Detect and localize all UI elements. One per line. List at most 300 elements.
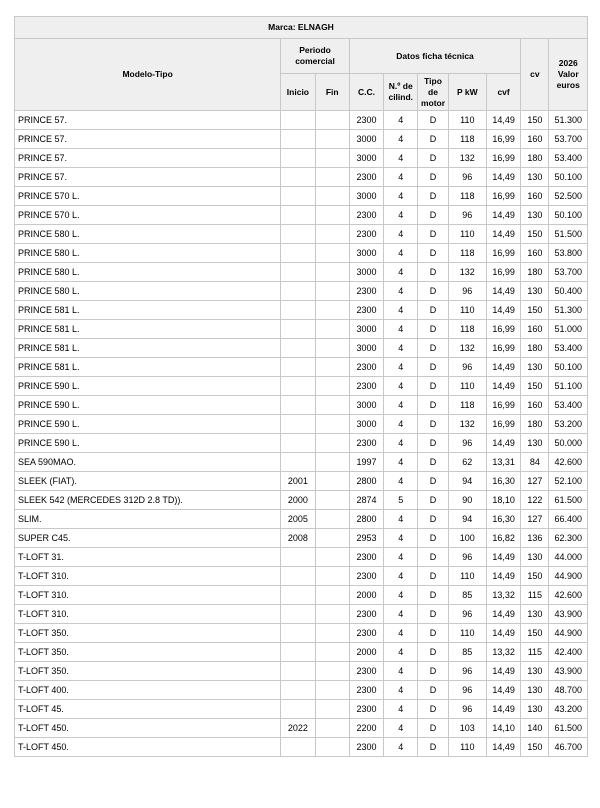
cell-inicio	[281, 662, 315, 681]
cell-valor: 53.400	[549, 339, 588, 358]
cell-cv: 130	[521, 168, 549, 187]
cell-cilind: 4	[384, 681, 418, 700]
cell-motor: D	[418, 643, 448, 662]
cell-valor: 44.000	[549, 548, 588, 567]
cell-fin	[315, 586, 349, 605]
cell-fin	[315, 738, 349, 757]
cell-cv: 84	[521, 453, 549, 472]
cell-cc: 2300	[349, 206, 383, 225]
col-header-datos: Datos ficha técnica	[349, 39, 520, 74]
cell-valor: 50.100	[549, 206, 588, 225]
cell-valor: 48.700	[549, 681, 588, 700]
table-row	[15, 168, 588, 187]
cell-pkw: 94	[448, 510, 486, 529]
table-row	[15, 624, 588, 643]
cell-cv: 130	[521, 548, 549, 567]
cell-cilind: 4	[384, 586, 418, 605]
cell-valor: 53.800	[549, 244, 588, 263]
cell-cc: 2000	[349, 643, 383, 662]
cell-inicio	[281, 263, 315, 282]
cell-motor: D	[418, 434, 448, 453]
cell-cc: 3000	[349, 130, 383, 149]
cell-cc: 2300	[349, 662, 383, 681]
cell-pkw: 85	[448, 643, 486, 662]
cell-pkw: 96	[448, 168, 486, 187]
cell-cc: 2300	[349, 700, 383, 719]
cell-inicio	[281, 149, 315, 168]
cell-fin	[315, 301, 349, 320]
group-header-row	[15, 39, 588, 74]
cell-inicio: 2000	[281, 491, 315, 510]
cell-cilind: 4	[384, 567, 418, 586]
cell-valor: 43.200	[549, 700, 588, 719]
cell-cilind: 4	[384, 339, 418, 358]
cell-inicio: 2005	[281, 510, 315, 529]
cell-modelo: PRINCE 57.	[15, 111, 281, 130]
cell-valor: 53.700	[549, 263, 588, 282]
table-row	[15, 320, 588, 339]
cell-cilind: 4	[384, 225, 418, 244]
cell-motor: D	[418, 605, 448, 624]
cell-modelo: PRINCE 581 L.	[15, 339, 281, 358]
cell-fin	[315, 719, 349, 738]
cell-cv: 150	[521, 377, 549, 396]
cell-fin	[315, 624, 349, 643]
table-body	[15, 111, 588, 757]
cell-pkw: 96	[448, 282, 486, 301]
cell-modelo: T-LOFT 45.	[15, 700, 281, 719]
cell-fin	[315, 149, 349, 168]
table-row	[15, 282, 588, 301]
cell-cvf: 14,49	[486, 605, 520, 624]
cell-modelo: SUPER C45.	[15, 529, 281, 548]
cell-valor: 44.900	[549, 624, 588, 643]
cell-cilind: 4	[384, 396, 418, 415]
cell-modelo: PRINCE 570 L.	[15, 187, 281, 206]
cell-motor: D	[418, 149, 448, 168]
cell-cilind: 4	[384, 130, 418, 149]
cell-pkw: 100	[448, 529, 486, 548]
col-header-cilind: N.º de cilind.	[384, 74, 418, 111]
cell-cvf: 16,99	[486, 415, 520, 434]
cell-pkw: 132	[448, 415, 486, 434]
cell-cv: 122	[521, 491, 549, 510]
cell-pkw: 110	[448, 301, 486, 320]
cell-modelo: PRINCE 580 L.	[15, 244, 281, 263]
cell-valor: 61.500	[549, 491, 588, 510]
cell-inicio	[281, 548, 315, 567]
cell-fin	[315, 206, 349, 225]
cell-valor: 51.000	[549, 320, 588, 339]
cell-cvf: 14,49	[486, 681, 520, 700]
cell-fin	[315, 491, 349, 510]
cell-cvf: 16,99	[486, 320, 520, 339]
table-row	[15, 453, 588, 472]
cell-modelo: SLIM.	[15, 510, 281, 529]
cell-cc: 3000	[349, 149, 383, 168]
cell-cc: 2300	[349, 111, 383, 130]
cell-cc: 2300	[349, 681, 383, 700]
cell-cvf: 13,32	[486, 586, 520, 605]
cell-cc: 2300	[349, 624, 383, 643]
table-row	[15, 548, 588, 567]
cell-cv: 160	[521, 396, 549, 415]
cell-cc: 2000	[349, 586, 383, 605]
table-row	[15, 149, 588, 168]
cell-motor: D	[418, 719, 448, 738]
cell-inicio	[281, 434, 315, 453]
cell-valor: 62.300	[549, 529, 588, 548]
cell-cilind: 4	[384, 320, 418, 339]
cell-pkw: 132	[448, 263, 486, 282]
table-row	[15, 681, 588, 700]
cell-motor: D	[418, 301, 448, 320]
cell-inicio	[281, 415, 315, 434]
cell-inicio	[281, 738, 315, 757]
cell-inicio	[281, 130, 315, 149]
cell-motor: D	[418, 586, 448, 605]
cell-fin	[315, 263, 349, 282]
cell-cilind: 4	[384, 472, 418, 491]
cell-cvf: 16,99	[486, 149, 520, 168]
cell-cvf: 14,49	[486, 662, 520, 681]
cell-inicio	[281, 206, 315, 225]
cell-inicio	[281, 396, 315, 415]
cell-cvf: 14,49	[486, 567, 520, 586]
cell-fin	[315, 662, 349, 681]
cell-cilind: 4	[384, 206, 418, 225]
table-row	[15, 396, 588, 415]
cell-inicio	[281, 377, 315, 396]
table-row	[15, 567, 588, 586]
cell-inicio	[281, 168, 315, 187]
cell-cv: 150	[521, 624, 549, 643]
cell-modelo: T-LOFT 310.	[15, 605, 281, 624]
table-row	[15, 415, 588, 434]
cell-cvf: 16,99	[486, 244, 520, 263]
cell-inicio	[281, 339, 315, 358]
table-row	[15, 225, 588, 244]
cell-fin	[315, 244, 349, 263]
cell-motor: D	[418, 510, 448, 529]
cell-inicio	[281, 358, 315, 377]
cell-motor: D	[418, 244, 448, 263]
table-header	[15, 17, 588, 111]
cell-pkw: 118	[448, 187, 486, 206]
cell-cv: 130	[521, 282, 549, 301]
cell-cv: 127	[521, 510, 549, 529]
col-header-periodo: Periodo comercial	[281, 39, 350, 74]
cell-cv: 115	[521, 586, 549, 605]
table-row	[15, 130, 588, 149]
cell-cc: 2300	[349, 548, 383, 567]
cell-cv: 130	[521, 700, 549, 719]
cell-cv: 127	[521, 472, 549, 491]
cell-cv: 140	[521, 719, 549, 738]
cell-motor: D	[418, 472, 448, 491]
cell-cilind: 4	[384, 510, 418, 529]
table-row	[15, 529, 588, 548]
cell-pkw: 110	[448, 225, 486, 244]
cell-valor: 42.600	[549, 453, 588, 472]
cell-cvf: 14,49	[486, 548, 520, 567]
cell-motor: D	[418, 624, 448, 643]
cell-valor: 42.600	[549, 586, 588, 605]
cell-valor: 50.000	[549, 434, 588, 453]
cell-cilind: 4	[384, 453, 418, 472]
cell-cc: 3000	[349, 244, 383, 263]
cell-modelo: SLEEK 542 (MERCEDES 312D 2.8 TD)).	[15, 491, 281, 510]
cell-cv: 115	[521, 643, 549, 662]
cell-modelo: PRINCE 57.	[15, 130, 281, 149]
cell-cv: 150	[521, 738, 549, 757]
cell-valor: 53.400	[549, 149, 588, 168]
cell-fin	[315, 415, 349, 434]
cell-inicio	[281, 567, 315, 586]
col-header-fin: Fin	[315, 74, 349, 111]
cell-cc: 2300	[349, 605, 383, 624]
cell-cvf: 16,99	[486, 130, 520, 149]
cell-cc: 2300	[349, 168, 383, 187]
cell-cc: 2800	[349, 472, 383, 491]
cell-cvf: 14,49	[486, 206, 520, 225]
cell-pkw: 118	[448, 320, 486, 339]
cell-inicio	[281, 643, 315, 662]
cell-pkw: 96	[448, 548, 486, 567]
cell-cvf: 14,49	[486, 168, 520, 187]
cell-modelo: PRINCE 581 L.	[15, 301, 281, 320]
table-row	[15, 472, 588, 491]
cell-cv: 180	[521, 149, 549, 168]
cell-cc: 2300	[349, 301, 383, 320]
cell-pkw: 118	[448, 130, 486, 149]
cell-motor: D	[418, 130, 448, 149]
cell-cv: 160	[521, 320, 549, 339]
cell-inicio: 2022	[281, 719, 315, 738]
cell-cilind: 4	[384, 301, 418, 320]
cell-cilind: 4	[384, 111, 418, 130]
cell-inicio	[281, 111, 315, 130]
cell-inicio	[281, 244, 315, 263]
cell-cv: 130	[521, 358, 549, 377]
cell-cilind: 4	[384, 529, 418, 548]
cell-cilind: 4	[384, 662, 418, 681]
cell-valor: 53.400	[549, 396, 588, 415]
cell-fin	[315, 396, 349, 415]
cell-pkw: 110	[448, 111, 486, 130]
cell-inicio	[281, 624, 315, 643]
cell-inicio	[281, 700, 315, 719]
table-row	[15, 719, 588, 738]
cell-pkw: 62	[448, 453, 486, 472]
cell-modelo: T-LOFT 450.	[15, 738, 281, 757]
cell-fin	[315, 377, 349, 396]
cell-valor: 66.400	[549, 510, 588, 529]
table-row	[15, 491, 588, 510]
cell-cc: 3000	[349, 339, 383, 358]
cell-cc: 2300	[349, 434, 383, 453]
cell-pkw: 110	[448, 567, 486, 586]
cell-modelo: T-LOFT 31.	[15, 548, 281, 567]
cell-motor: D	[418, 548, 448, 567]
cell-motor: D	[418, 662, 448, 681]
cell-motor: D	[418, 700, 448, 719]
table-row	[15, 339, 588, 358]
cell-motor: D	[418, 339, 448, 358]
cell-cc: 2953	[349, 529, 383, 548]
cell-fin	[315, 339, 349, 358]
cell-cilind: 4	[384, 605, 418, 624]
cell-motor: D	[418, 263, 448, 282]
cell-cc: 3000	[349, 320, 383, 339]
cell-motor: D	[418, 453, 448, 472]
cell-valor: 51.300	[549, 111, 588, 130]
cell-cv: 180	[521, 339, 549, 358]
cell-valor: 51.300	[549, 301, 588, 320]
cell-pkw: 96	[448, 206, 486, 225]
cell-fin	[315, 282, 349, 301]
cell-cc: 3000	[349, 263, 383, 282]
cell-valor: 52.100	[549, 472, 588, 491]
cell-valor: 50.100	[549, 358, 588, 377]
cell-pkw: 85	[448, 586, 486, 605]
cell-modelo: PRINCE 580 L.	[15, 282, 281, 301]
cell-valor: 51.500	[549, 225, 588, 244]
cell-pkw: 132	[448, 339, 486, 358]
cell-cv: 150	[521, 111, 549, 130]
cell-pkw: 96	[448, 434, 486, 453]
cell-cv: 150	[521, 225, 549, 244]
cell-motor: D	[418, 681, 448, 700]
cell-motor: D	[418, 529, 448, 548]
cell-motor: D	[418, 206, 448, 225]
cell-fin	[315, 168, 349, 187]
col-header-motor: Tipo de motor	[418, 74, 448, 111]
cell-motor: D	[418, 377, 448, 396]
cell-modelo: PRINCE 581 L.	[15, 320, 281, 339]
col-header-inicio: Inicio	[281, 74, 315, 111]
vehicle-price-table	[14, 16, 588, 757]
cell-cc: 2800	[349, 510, 383, 529]
cell-cc: 3000	[349, 396, 383, 415]
cell-fin	[315, 453, 349, 472]
cell-cilind: 4	[384, 719, 418, 738]
cell-pkw: 110	[448, 738, 486, 757]
cell-cvf: 14,10	[486, 719, 520, 738]
cell-cc: 2300	[349, 567, 383, 586]
cell-modelo: PRINCE 590 L.	[15, 396, 281, 415]
cell-cvf: 14,49	[486, 111, 520, 130]
cell-valor: 53.200	[549, 415, 588, 434]
cell-fin	[315, 130, 349, 149]
cell-cc: 2300	[349, 225, 383, 244]
brand-title: Marca: ELNAGH	[15, 17, 588, 39]
table-row	[15, 263, 588, 282]
col-header-valor: 2026 Valor euros	[549, 39, 588, 111]
cell-cv: 130	[521, 206, 549, 225]
cell-pkw: 110	[448, 377, 486, 396]
cell-cvf: 16,99	[486, 339, 520, 358]
cell-cc: 1997	[349, 453, 383, 472]
cell-fin	[315, 643, 349, 662]
cell-inicio	[281, 320, 315, 339]
cell-cilind: 4	[384, 244, 418, 263]
table-row	[15, 377, 588, 396]
cell-motor: D	[418, 320, 448, 339]
table-row	[15, 111, 588, 130]
cell-cvf: 14,49	[486, 624, 520, 643]
cell-valor: 53.700	[549, 130, 588, 149]
cell-fin	[315, 700, 349, 719]
cell-valor: 43.900	[549, 605, 588, 624]
cell-valor: 51.100	[549, 377, 588, 396]
cell-modelo: PRINCE 581 L.	[15, 358, 281, 377]
cell-modelo: T-LOFT 400.	[15, 681, 281, 700]
cell-inicio	[281, 187, 315, 206]
cell-motor: D	[418, 738, 448, 757]
cell-cvf: 14,49	[486, 358, 520, 377]
cell-modelo: PRINCE 57.	[15, 149, 281, 168]
cell-cvf: 16,30	[486, 472, 520, 491]
cell-modelo: T-LOFT 350.	[15, 624, 281, 643]
cell-cvf: 14,49	[486, 225, 520, 244]
cell-cv: 160	[521, 244, 549, 263]
cell-cc: 2300	[349, 282, 383, 301]
cell-cc: 3000	[349, 187, 383, 206]
cell-modelo: PRINCE 590 L.	[15, 415, 281, 434]
cell-fin	[315, 681, 349, 700]
cell-fin	[315, 434, 349, 453]
cell-cv: 130	[521, 681, 549, 700]
cell-cv: 130	[521, 605, 549, 624]
cell-motor: D	[418, 358, 448, 377]
cell-cc: 2874	[349, 491, 383, 510]
table-row	[15, 643, 588, 662]
cell-modelo: T-LOFT 350.	[15, 643, 281, 662]
cell-valor: 61.500	[549, 719, 588, 738]
cell-cc: 2300	[349, 358, 383, 377]
table-row	[15, 700, 588, 719]
cell-fin	[315, 567, 349, 586]
price-table-sheet	[14, 16, 588, 757]
table-row	[15, 358, 588, 377]
cell-modelo: PRINCE 590 L.	[15, 377, 281, 396]
cell-inicio	[281, 453, 315, 472]
cell-valor: 50.400	[549, 282, 588, 301]
cell-motor: D	[418, 396, 448, 415]
cell-motor: D	[418, 168, 448, 187]
cell-cilind: 4	[384, 548, 418, 567]
table-row	[15, 605, 588, 624]
cell-modelo: SLEEK (FIAT).	[15, 472, 281, 491]
cell-motor: D	[418, 187, 448, 206]
cell-cvf: 16,30	[486, 510, 520, 529]
cell-valor: 50.100	[549, 168, 588, 187]
cell-fin	[315, 510, 349, 529]
cell-pkw: 94	[448, 472, 486, 491]
cell-cvf: 14,49	[486, 282, 520, 301]
cell-cilind: 4	[384, 282, 418, 301]
cell-inicio	[281, 282, 315, 301]
cell-fin	[315, 358, 349, 377]
cell-cv: 130	[521, 434, 549, 453]
cell-motor: D	[418, 225, 448, 244]
cell-cvf: 16,82	[486, 529, 520, 548]
table-row	[15, 510, 588, 529]
cell-inicio: 2001	[281, 472, 315, 491]
cell-cvf: 14,49	[486, 738, 520, 757]
col-header-modelo: Modelo-Tipo	[15, 39, 281, 111]
